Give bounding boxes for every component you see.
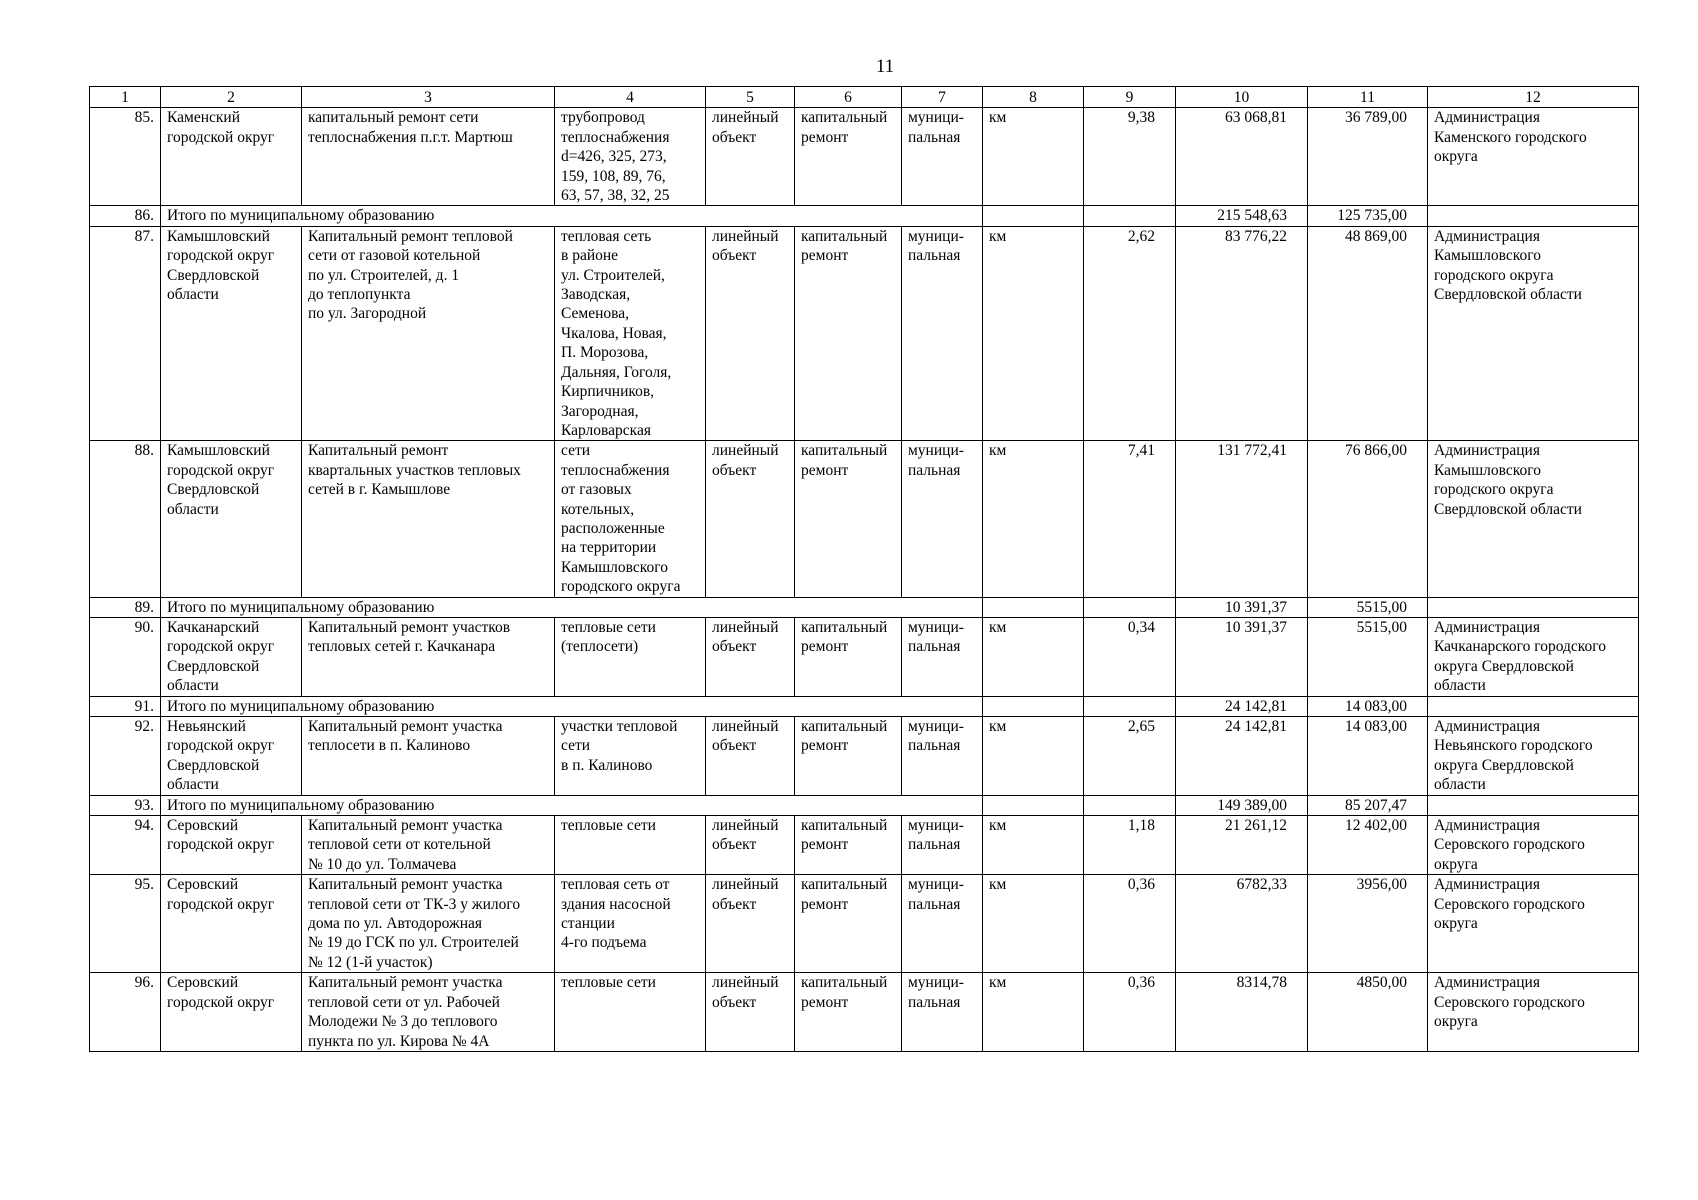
table-row xyxy=(90,875,1639,973)
subtotal-row xyxy=(90,795,1639,815)
object-type-cell: линейный объект xyxy=(706,108,795,206)
subtotal-row xyxy=(90,597,1639,617)
customer-cell: Администрация Серовского городского округа xyxy=(1428,973,1639,1052)
object-cell: сети теплоснабжения от газовых котельных, расположенные на территории Камышловского городского округа xyxy=(555,441,706,597)
municipality-cell: Каменский городской округ xyxy=(161,108,302,206)
column-number-row xyxy=(90,87,1639,108)
empty-cell xyxy=(983,597,1084,617)
subtotal-row xyxy=(90,206,1639,226)
cost-total-cell: 131 772,41 xyxy=(1176,441,1308,597)
table-row xyxy=(90,226,1639,440)
row-number: 92. xyxy=(90,717,161,796)
work-description-cell: Капитальный ремонт участка теплосети в п. Калиново xyxy=(302,717,555,796)
column-number-cell: 7 xyxy=(902,87,983,108)
object-type-cell: линейный объект xyxy=(706,816,795,875)
table-row xyxy=(90,441,1639,597)
quantity-cell: 0,34 xyxy=(1084,617,1176,696)
subtotal-label: Итого по муниципальному образованию xyxy=(161,696,983,716)
table-row xyxy=(90,717,1639,796)
work-kind-cell: капитальный ремонт xyxy=(795,441,902,597)
cost-subsidy-cell: 12 402,00 xyxy=(1308,816,1428,875)
row-number: 95. xyxy=(90,875,161,973)
quantity-cell: 0,36 xyxy=(1084,973,1176,1052)
subtotal-label: Итого по муниципальному образованию xyxy=(161,206,983,226)
cost-subsidy-cell: 76 866,00 xyxy=(1308,441,1428,597)
cost-subsidy-cell: 85 207,47 xyxy=(1308,795,1428,815)
empty-cell xyxy=(1428,206,1639,226)
unit-cell: км xyxy=(983,108,1084,206)
column-number-cell: 2 xyxy=(161,87,302,108)
work-description-cell: Капитальный ремонт квартальных участков тепловых сетей в г. Камышлове xyxy=(302,441,555,597)
empty-cell xyxy=(1084,597,1176,617)
row-number: 89. xyxy=(90,597,161,617)
object-cell: тепловые сети (теплосети) xyxy=(555,617,706,696)
quantity-cell: 1,18 xyxy=(1084,816,1176,875)
work-kind-cell: капитальный ремонт xyxy=(795,816,902,875)
row-number: 90. xyxy=(90,617,161,696)
subtotal-row xyxy=(90,696,1639,716)
customer-cell: Администрация Невьянского городского округа Свердловской области xyxy=(1428,717,1639,796)
municipality-cell: Невьянский городской округ Свердловской области xyxy=(161,717,302,796)
table-body xyxy=(90,87,1639,1052)
empty-cell xyxy=(1428,597,1639,617)
quantity-cell: 2,65 xyxy=(1084,717,1176,796)
object-cell: тепловые сети xyxy=(555,973,706,1052)
object-cell: тепловая сеть от здания насосной станции 4-го подъема xyxy=(555,875,706,973)
ownership-cell: муници- пальная xyxy=(902,717,983,796)
work-kind-cell: капитальный ремонт xyxy=(795,717,902,796)
column-number-cell: 1 xyxy=(90,87,161,108)
municipality-cell: Камышловский городской округ Свердловской области xyxy=(161,441,302,597)
row-number: 86. xyxy=(90,206,161,226)
empty-cell xyxy=(983,795,1084,815)
unit-cell: км xyxy=(983,226,1084,440)
column-number-cell: 6 xyxy=(795,87,902,108)
cost-total-cell: 6782,33 xyxy=(1176,875,1308,973)
page-number: 11 xyxy=(875,56,895,77)
ownership-cell: муници- пальная xyxy=(902,973,983,1052)
row-number: 88. xyxy=(90,441,161,597)
work-description-cell: Капитальный ремонт участка тепловой сети от ул. Рабочей Молодежи № 3 до теплового пункта по ул. Кирова № 4А xyxy=(302,973,555,1052)
customer-cell: Администрация Серовского городского округа xyxy=(1428,875,1639,973)
object-cell: тепловая сеть в районе ул. Строителей, Заводская, Семенова, Чкалова, Новая, П. Морозова, Дальняя, Гоголя, Кирпичников, Загородная, Карловарская xyxy=(555,226,706,440)
cost-total-cell: 10 391,37 xyxy=(1176,597,1308,617)
object-type-cell: линейный объект xyxy=(706,617,795,696)
row-number: 96. xyxy=(90,973,161,1052)
ownership-cell: муници- пальная xyxy=(902,441,983,597)
work-description-cell: Капитальный ремонт участка тепловой сети от ТК-3 у жилого дома по ул. Автодорожная № 19 до ГСК по ул. Строителей № 12 (1-й участок) xyxy=(302,875,555,973)
row-number: 87. xyxy=(90,226,161,440)
work-description-cell: Капитальный ремонт участка тепловой сети от котельной № 10 до ул. Толмачева xyxy=(302,816,555,875)
unit-cell: км xyxy=(983,875,1084,973)
table-row xyxy=(90,617,1639,696)
cost-subsidy-cell: 5515,00 xyxy=(1308,617,1428,696)
empty-cell xyxy=(1428,795,1639,815)
quantity-cell: 9,38 xyxy=(1084,108,1176,206)
cost-total-cell: 215 548,63 xyxy=(1176,206,1308,226)
unit-cell: км xyxy=(983,816,1084,875)
column-number-cell: 10 xyxy=(1176,87,1308,108)
column-number-cell: 5 xyxy=(706,87,795,108)
ownership-cell: муници- пальная xyxy=(902,108,983,206)
work-kind-cell: капитальный ремонт xyxy=(795,617,902,696)
ownership-cell: муници- пальная xyxy=(902,226,983,440)
column-number-cell: 3 xyxy=(302,87,555,108)
column-number-cell: 4 xyxy=(555,87,706,108)
cost-subsidy-cell: 14 083,00 xyxy=(1308,717,1428,796)
customer-cell: Администрация Камышловского городского округа Свердловской области xyxy=(1428,441,1639,597)
empty-cell xyxy=(983,206,1084,226)
table-row xyxy=(90,973,1639,1052)
municipality-cell: Камышловский городской округ Свердловской области xyxy=(161,226,302,440)
municipality-cell: Серовский городской округ xyxy=(161,973,302,1052)
row-number: 94. xyxy=(90,816,161,875)
object-type-cell: линейный объект xyxy=(706,441,795,597)
column-number-cell: 11 xyxy=(1308,87,1428,108)
cost-total-cell: 83 776,22 xyxy=(1176,226,1308,440)
column-number-cell: 9 xyxy=(1084,87,1176,108)
row-number: 93. xyxy=(90,795,161,815)
empty-cell xyxy=(1084,206,1176,226)
cost-subsidy-cell: 4850,00 xyxy=(1308,973,1428,1052)
column-number-cell: 8 xyxy=(983,87,1084,108)
object-type-cell: линейный объект xyxy=(706,717,795,796)
object-type-cell: линейный объект xyxy=(706,226,795,440)
unit-cell: км xyxy=(983,441,1084,597)
subtotal-label: Итого по муниципальному образованию xyxy=(161,597,983,617)
object-cell: тепловые сети xyxy=(555,816,706,875)
ownership-cell: муници- пальная xyxy=(902,875,983,973)
empty-cell xyxy=(1084,696,1176,716)
cost-subsidy-cell: 125 735,00 xyxy=(1308,206,1428,226)
customer-cell: Администрация Камышловского городского округа Свердловской области xyxy=(1428,226,1639,440)
customer-cell: Администрация Качканарского городского округа Свердловской области xyxy=(1428,617,1639,696)
work-description-cell: Капитальный ремонт участков тепловых сетей г. Качканара xyxy=(302,617,555,696)
cost-total-cell: 63 068,81 xyxy=(1176,108,1308,206)
work-kind-cell: капитальный ремонт xyxy=(795,973,902,1052)
work-description-cell: капитальный ремонт сети теплоснабжения п.г.т. Мартюш xyxy=(302,108,555,206)
cost-total-cell: 21 261,12 xyxy=(1176,816,1308,875)
empty-cell xyxy=(983,696,1084,716)
work-kind-cell: капитальный ремонт xyxy=(795,226,902,440)
cost-total-cell: 24 142,81 xyxy=(1176,696,1308,716)
municipality-cell: Серовский городской округ xyxy=(161,875,302,973)
object-cell: трубопровод теплоснабжения d=426, 325, 273, 159, 108, 89, 76, 63, 57, 38, 32, 25 xyxy=(555,108,706,206)
unit-cell: км xyxy=(983,973,1084,1052)
ownership-cell: муници- пальная xyxy=(902,816,983,875)
subtotal-label: Итого по муниципальному образованию xyxy=(161,795,983,815)
municipality-cell: Серовский городской округ xyxy=(161,816,302,875)
cost-subsidy-cell: 3956,00 xyxy=(1308,875,1428,973)
cost-subsidy-cell: 5515,00 xyxy=(1308,597,1428,617)
work-description-cell: Капитальный ремонт тепловой сети от газовой котельной по ул. Строителей, д. 1 до теплопункта по ул. Загородной xyxy=(302,226,555,440)
ownership-cell: муници- пальная xyxy=(902,617,983,696)
table-row xyxy=(90,108,1639,206)
column-number-cell: 12 xyxy=(1428,87,1639,108)
cost-total-cell: 24 142,81 xyxy=(1176,717,1308,796)
table-row xyxy=(90,816,1639,875)
municipality-cell: Качканарский городской округ Свердловской области xyxy=(161,617,302,696)
object-cell: участки тепловой сети в п. Калиново xyxy=(555,717,706,796)
work-kind-cell: капитальный ремонт xyxy=(795,108,902,206)
cost-subsidy-cell: 14 083,00 xyxy=(1308,696,1428,716)
quantity-cell: 0,36 xyxy=(1084,875,1176,973)
object-type-cell: линейный объект xyxy=(706,973,795,1052)
empty-cell xyxy=(1428,696,1639,716)
unit-cell: км xyxy=(983,717,1084,796)
cost-total-cell: 10 391,37 xyxy=(1176,617,1308,696)
customer-cell: Администрация Каменского городского округа xyxy=(1428,108,1639,206)
works-table xyxy=(89,86,1639,1052)
cost-total-cell: 149 389,00 xyxy=(1176,795,1308,815)
empty-cell xyxy=(1084,795,1176,815)
row-number: 91. xyxy=(90,696,161,716)
cost-total-cell: 8314,78 xyxy=(1176,973,1308,1052)
cost-subsidy-cell: 48 869,00 xyxy=(1308,226,1428,440)
quantity-cell: 7,41 xyxy=(1084,441,1176,597)
work-kind-cell: капитальный ремонт xyxy=(795,875,902,973)
quantity-cell: 2,62 xyxy=(1084,226,1176,440)
cost-subsidy-cell: 36 789,00 xyxy=(1308,108,1428,206)
object-type-cell: линейный объект xyxy=(706,875,795,973)
row-number: 85. xyxy=(90,108,161,206)
unit-cell: км xyxy=(983,617,1084,696)
customer-cell: Администрация Серовского городского округа xyxy=(1428,816,1639,875)
